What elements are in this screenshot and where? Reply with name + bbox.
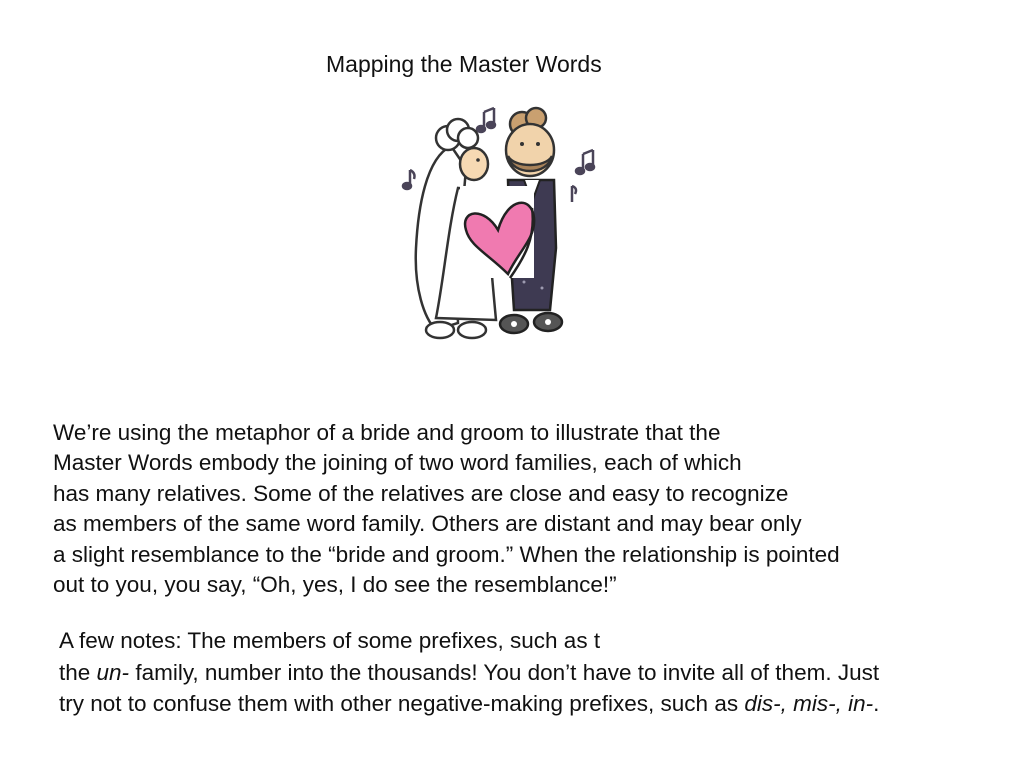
notes-line bbox=[59, 625, 879, 657]
notes-text: A few notes: The members of some prefixes, such as t bbox=[59, 628, 601, 653]
bride-and-groom-illustration bbox=[396, 98, 606, 348]
prefix-examples: dis-, mis-, in- bbox=[744, 691, 874, 716]
music-note-icon bbox=[477, 108, 495, 132]
paragraph-line: a slight resemblance to the “bride and groom.” When the relationship is pointed bbox=[53, 541, 840, 567]
notes-text: the bbox=[59, 659, 97, 685]
music-note-icon bbox=[403, 170, 415, 189]
paragraph-line: as members of the same word family. Others are distant and may bear only bbox=[53, 511, 802, 537]
notes-text: . bbox=[873, 691, 880, 716]
metaphor-paragraph bbox=[53, 418, 840, 600]
notes-line bbox=[59, 688, 879, 720]
paragraph-line: out to you, you say, “Oh, yes, I do see the resemblance!” bbox=[53, 572, 617, 598]
music-note-icon bbox=[576, 150, 594, 174]
slide-title: Mapping the Master Words bbox=[326, 51, 602, 77]
notes-line bbox=[59, 657, 879, 689]
paragraph-line: has many relatives. Some of the relatives are close and easy to recognize bbox=[53, 480, 789, 506]
notes-text: family, number into the thousands! You don’t have to invite all of them. Just bbox=[129, 659, 880, 685]
notes-text: try not to confuse them with other negative-making prefixes, such as bbox=[59, 691, 745, 716]
prefix-example: un- bbox=[96, 659, 130, 685]
notes-paragraph bbox=[59, 625, 879, 720]
paragraph-line: We’re using the metaphor of a bride and groom to illustrate that the bbox=[53, 420, 721, 445]
paragraph-line: Master Words embody the joining of two word families, each of which bbox=[53, 450, 742, 476]
music-note-icon bbox=[572, 186, 576, 202]
